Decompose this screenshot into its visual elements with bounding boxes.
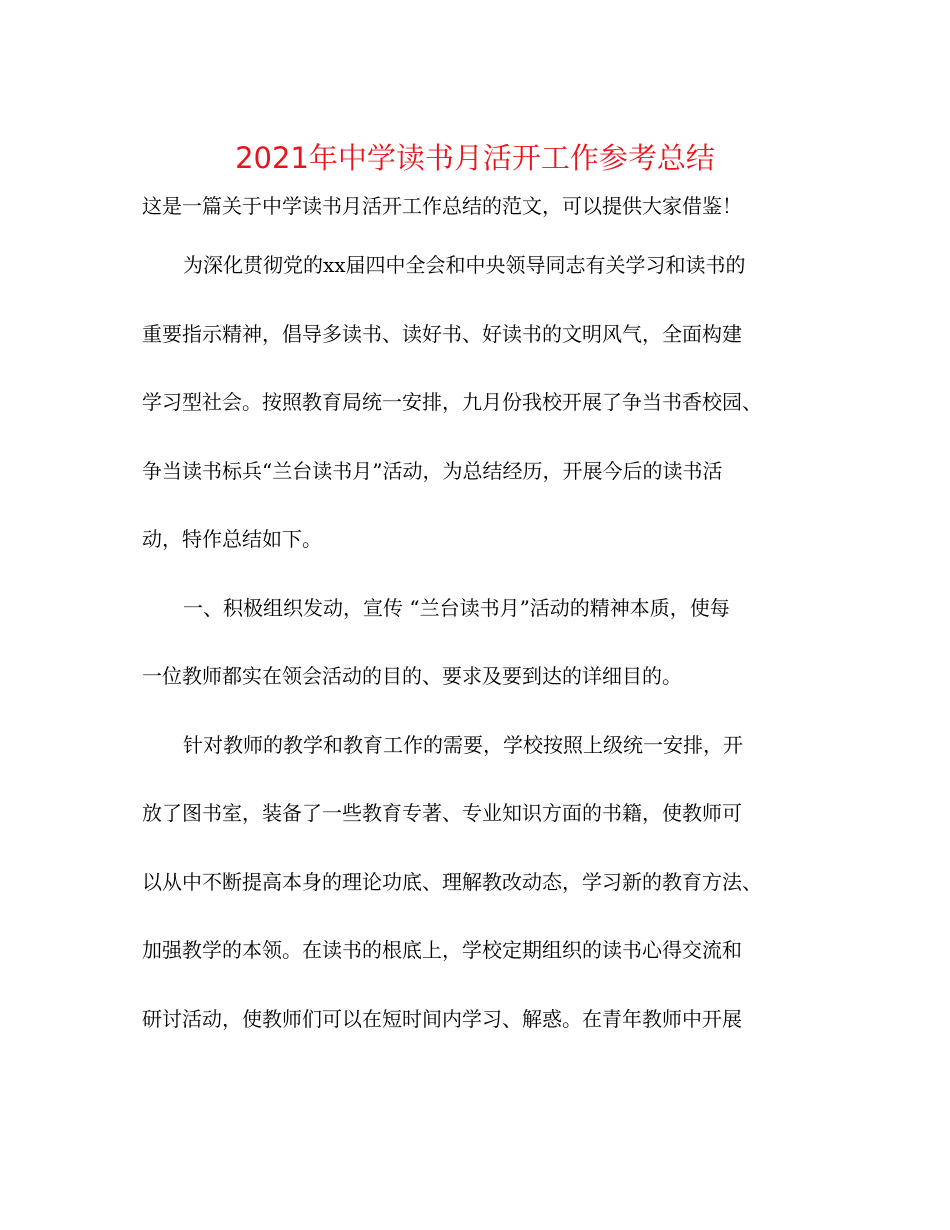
document-body bbox=[142, 248, 812, 1070]
intro-paragraph: 这是一篇关于中学读书月活开工作总结的范文，可以提供大家借鉴！ bbox=[142, 194, 742, 218]
paragraph-line: 以从中不断提高本身的理论功底、理解教改动态，学习新的教育方法、 bbox=[142, 869, 762, 894]
paragraph-line: 研讨活动，使教师们可以在短时间内学习、解惑。在青年教师中开展 bbox=[142, 1006, 742, 1031]
section-heading-line: 一位教师都实在领会活动的目的、要求及要到达的详细目的。 bbox=[142, 664, 682, 688]
paragraph-line: 放了图书室，装备了一些教育专著、专业知识方面的书籍，使教师可 bbox=[142, 801, 742, 825]
paragraph-line: 针对教师的教学和教育工作的需要，学校按照上级统一安排，开 bbox=[183, 732, 743, 757]
paragraph-line: 学习型社会。按照教育局统一安排，九月份我校开展了争当书香校园、 bbox=[142, 390, 762, 414]
paragraph-line: 为深化贯彻党的xx届四中全会和中央领导同志有关学习和读书的 bbox=[183, 253, 746, 277]
paragraph-line: 重要指示精神，倡导多读书、读好书、好读书的文明风气，全面构建 bbox=[142, 321, 742, 346]
paragraph-line: 动，特作总结如下。 bbox=[142, 527, 322, 551]
document-title: 2021年中学读书月活开工作参考总结 bbox=[235, 141, 715, 175]
paragraph-line: 加强教学的本领。在读书的根底上，学校定期组织的读书心得交流和 bbox=[142, 938, 742, 962]
section-heading-line: 一、积极组织发动，宣传 “兰台读书月”活动的精神本质，使每 bbox=[183, 595, 730, 620]
paragraph-line: 争当读书标兵“兰台读书月”活动，为总结经历，开展今后的读书活 bbox=[142, 458, 723, 483]
